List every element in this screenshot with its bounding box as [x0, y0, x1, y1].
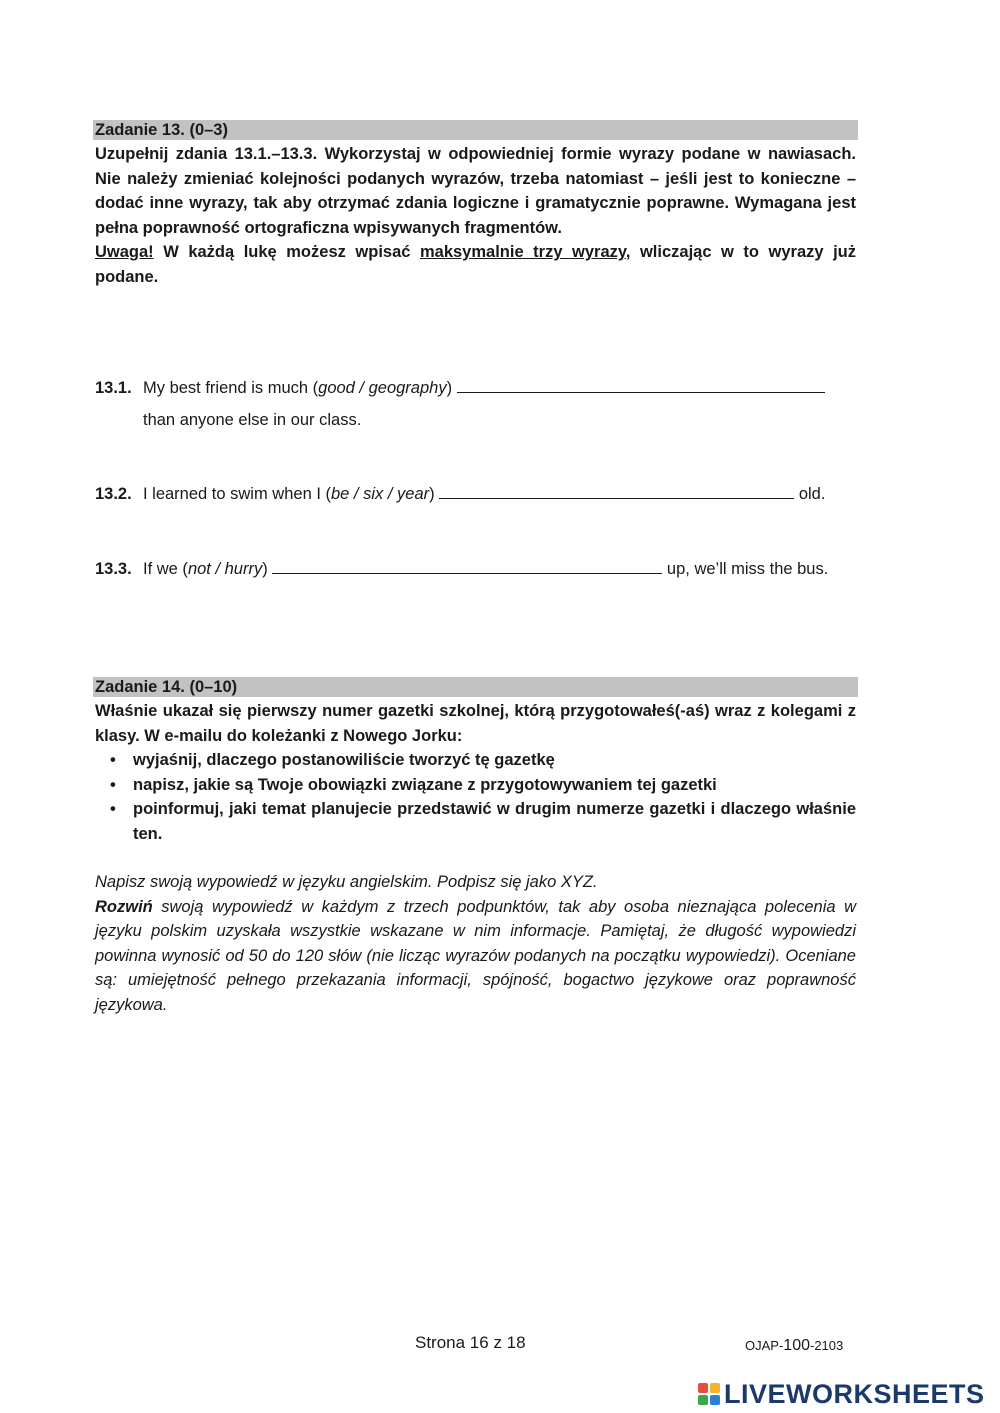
bullet-item: • poinformuj, jaki temat planujecie przedstawić w drugim numerze gazetki i dlaczego właśnie ten.	[95, 797, 856, 846]
liveworksheets-logo	[698, 1380, 985, 1408]
logo-mark-icon	[698, 1383, 720, 1405]
warning-text-b: , wliczając w to wyrazy już podane.	[95, 243, 856, 286]
note-signature: Napisz swoją wypowiedź w języku angielskim. Podpisz się jako XYZ.	[95, 873, 598, 891]
task-14-header: Zadanie 14. (0–10)	[93, 677, 858, 697]
item-13-1	[95, 376, 856, 400]
note-develop-text: swoją wypowiedź w każdym z trzech podpunktów, tak aby osoba nieznająca polecenia w języku polskim uzyskała wszystkie wskazane w nim informacje. Pamiętaj, że długość wypowiedzi powinna wynosić od 50 do 120 słów (nie licząc wyrazów podanych na początku wypowiedzi). Oceniane są: umiejętność pełnego przekazania informacji, spójność, bogactwo językowe oraz poprawność językowa.	[95, 897, 856, 1014]
item-text-pre: I learned to swim when I (	[143, 485, 331, 503]
warning-text-a: W każdą lukę możesz wpisać	[153, 243, 420, 261]
item-number: 13.1.	[95, 379, 132, 397]
item-13-3	[95, 557, 856, 581]
task-14-intro: Właśnie ukazał się pierwszy numer gazetki szkolnej, którą przygotowałeś(-aś) wraz z kolegami z klasy. W e-mailu do koleżanki z Nowego Jorku:	[95, 702, 856, 745]
item-text-pre: My best friend is much (	[143, 379, 319, 397]
task-14-bullet-list	[95, 748, 856, 846]
item-text-post: )	[446, 379, 453, 397]
item-number: 13.3.	[95, 560, 132, 578]
logo-text: LIVEWORKSHEETS	[724, 1378, 985, 1409]
task-14-notes	[95, 870, 856, 1017]
answer-blank-13-2[interactable]	[439, 482, 794, 499]
item-number: 13.2.	[95, 485, 132, 503]
answer-blank-13-3[interactable]	[272, 557, 662, 574]
item-words: good / geography	[318, 379, 447, 397]
item-text-after: old.	[798, 485, 826, 503]
item-13-2	[95, 482, 856, 506]
task-13-header: Zadanie 13. (0–3)	[93, 120, 858, 140]
page-number: Strona 16 z 18	[415, 1333, 526, 1352]
item-text-pre: If we (	[143, 560, 188, 578]
logo-square-red	[698, 1383, 708, 1393]
item-words: not / hurry	[187, 560, 263, 578]
bullet-item: • napisz, jakie są Twoje obowiązki związane z przygotowywaniem tej gazetki	[95, 773, 856, 798]
logo-square-yellow	[710, 1383, 720, 1393]
item-text-after: up, we’ll miss the bus.	[666, 560, 829, 578]
exam-code-suffix: -2103	[810, 1338, 844, 1353]
exam-code-prefix: OJAP-	[745, 1338, 784, 1353]
note-develop-label: Rozwiń	[95, 897, 153, 916]
exam-code-number: 100	[783, 1337, 810, 1354]
item-text-post: )	[262, 560, 268, 578]
task-13-instructions	[95, 142, 856, 289]
logo-square-green	[698, 1395, 708, 1405]
warning-limit: maksymalnie trzy wyrazy	[419, 243, 626, 261]
item-13-1-continuation: than anyone else in our class.	[143, 411, 362, 429]
item-text-post: )	[429, 485, 435, 503]
answer-blank-13-1[interactable]	[457, 376, 825, 393]
logo-square-blue	[710, 1395, 720, 1405]
instructions-text: Uzupełnij zdania 13.1.–13.3. Wykorzystaj w odpowiedniej formie wyrazy podane w nawiasach. Nie należy zmieniać kolejności podanych wyrazów, trzeba natomiast – jeśli jest to konieczne – dodać inne wyrazy, tak aby otrzymać zdania logiczne i gramatycznie poprawne. Wymagana jest pełna poprawność ortograficzna wpisywanych fragmentów.	[95, 145, 856, 237]
item-words: be / six / year	[331, 485, 430, 503]
bullet-item: • wyjaśnij, dlaczego postanowiliście tworzyć tę gazetkę	[95, 748, 856, 773]
exam-code	[745, 1335, 843, 1355]
warning-label: Uwaga!	[95, 243, 154, 261]
